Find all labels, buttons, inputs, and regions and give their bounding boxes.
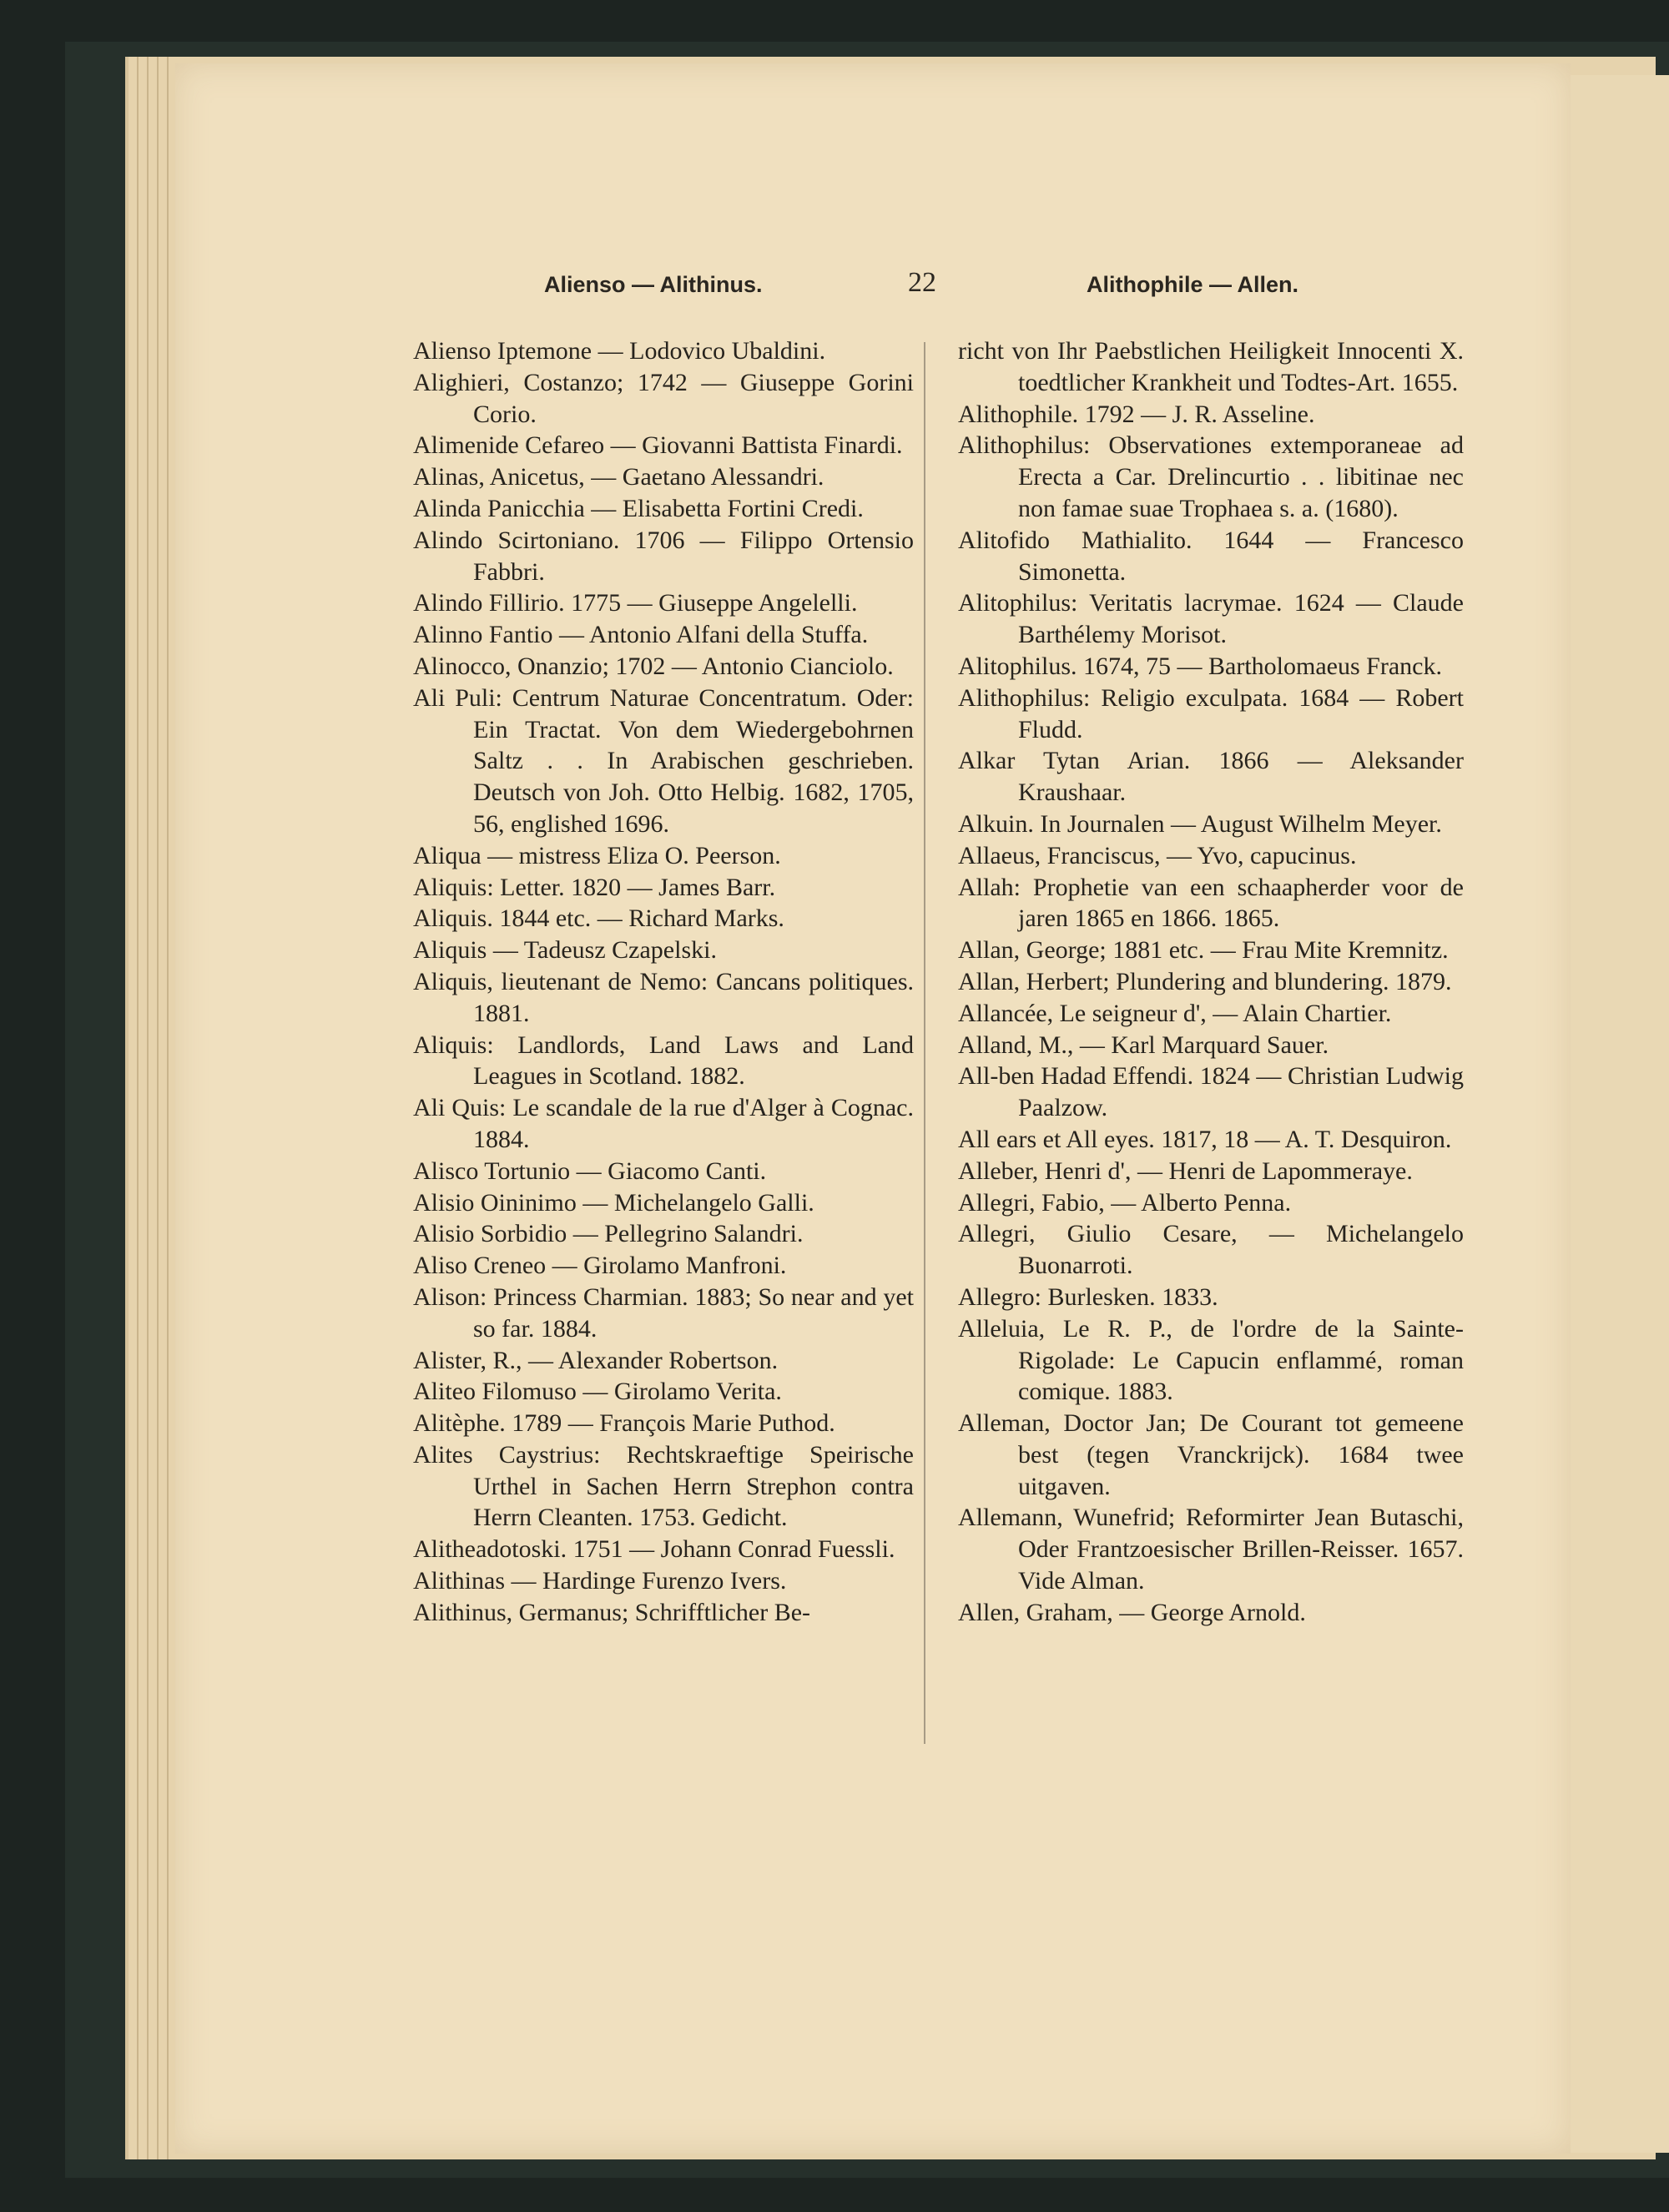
- index-entry: Aliquis — Tadeusz Czapelski.: [413, 936, 717, 965]
- index-entry: Alinda Panicchia — Elisabetta Fortini Credi.: [413, 494, 864, 522]
- index-entry: Allemann, Wunefrid; Reformirter Jean Butaschi, Oder Frantzoesischer Brillen-Reisser. 1657. Vide Alman.: [958, 1504, 1464, 1595]
- index-entry: richt von Ihr Paebstlichen Heiligkeit Innocenti X. toedtlicher Krankheit und Todtes-Art. 1655.: [958, 337, 1464, 396]
- index-entry: Allancée, Le seigneur d', — Alain Chartier.: [958, 999, 1392, 1027]
- index-entry: Ali Puli: Centrum Naturae Concentratum. Oder: Ein Tractat. Von dem Wiedergebohrnen Saltz . . In Arabischen geschrieben. Deutsch von Joh. Otto Helbig. 1682, 1705, 56, englished 1696.: [413, 683, 914, 838]
- index-entry: Alitheadotoski. 1751 — Johann Conrad Fuessli.: [413, 1535, 895, 1564]
- page-edge-line: [147, 57, 149, 2159]
- index-entry: Alithophile. 1792 — J. R. Asseline.: [958, 400, 1315, 428]
- index-entry: Alinocco, Onanzio; 1702 — Antonio Cianciolo.: [413, 652, 894, 680]
- index-entry: Aliteo Filomuso — Girolamo Verita.: [413, 1378, 782, 1406]
- index-entry: Allegri, Giulio Cesare, — Michelangelo Buonarroti.: [958, 1220, 1464, 1280]
- index-entry: Alitofido Mathialito. 1644 — Francesco Simonetta.: [958, 526, 1464, 586]
- index-entry: Alisco Tortunio — Giacomo Canti.: [413, 1156, 767, 1185]
- index-entry: Alites Caystrius: Rechtskraeftige Speirische Urthel in Sachen Herrn Strephon contra Herrn Cleanten. 1753. Gedicht.: [413, 1440, 914, 1532]
- index-entry: Alisio Sorbidio — Pellegrino Salandri.: [413, 1220, 804, 1248]
- index-entry: Alland, M., — Karl Marquard Sauer.: [958, 1030, 1329, 1059]
- index-entry: Alithinus, Germanus; Schrifftlicher Be-: [413, 1598, 811, 1626]
- index-entry: All-ben Hadad Effendi. 1824 — Christian Ludwig Paalzow.: [958, 1062, 1464, 1122]
- index-entry: Allegro: Burlesken. 1833.: [958, 1282, 1218, 1311]
- index-entry: Alkar Tytan Arian. 1866 — Aleksander Kraushaar.: [958, 747, 1464, 807]
- index-entry: Alitèphe. 1789 — François Marie Puthod.: [413, 1409, 835, 1438]
- index-entry: Alithinas — Hardinge Furenzo Ivers.: [413, 1567, 787, 1595]
- page-edge-line: [137, 57, 139, 2159]
- index-entry: Alitophilus: Veritatis lacrymae. 1624 — Claude Barthélemy Morisot.: [958, 589, 1464, 649]
- index-entry: Aliquis. 1844 etc. — Richard Marks.: [413, 904, 784, 933]
- index-entry: Alitophilus. 1674, 75 — Bartholomaeus Franck.: [958, 652, 1442, 680]
- index-entry: Alisio Oininimo — Michelangelo Galli.: [413, 1188, 814, 1217]
- facing-page-edge: [1571, 75, 1669, 2153]
- running-head-left: Alienso — Alithinus.: [544, 272, 763, 297]
- index-entry: Allegri, Fabio, — Alberto Penna.: [958, 1188, 1292, 1217]
- index-entry: Alister, R., — Alexander Robertson.: [413, 1346, 779, 1374]
- index-entry: All ears et All eyes. 1817, 18 — A. T. Desquiron.: [958, 1125, 1452, 1153]
- left-column: [413, 335, 914, 1629]
- index-entry: Allen, Graham, — George Arnold.: [958, 1598, 1306, 1626]
- page-edge-line: [167, 57, 169, 2159]
- index-entry: Alinno Fantio — Antonio Alfani della Stuffa.: [413, 621, 869, 649]
- index-entry: Ali Quis: Le scandale de la rue d'Alger à Cognac. 1884.: [413, 1094, 914, 1153]
- index-entry: Alkuin. In Journalen — August Wilhelm Meyer.: [958, 809, 1442, 838]
- index-entry: Aliso Creneo — Girolamo Manfroni.: [413, 1252, 787, 1280]
- index-entry: Alindo Scirtoniano. 1706 — Filippo Ortensio Fabbri.: [413, 526, 914, 586]
- index-entry: Alinas, Anicetus, — Gaetano Alessandri.: [413, 463, 824, 491]
- index-entry: Aliquis: Landlords, Land Laws and Land Leagues in Scotland. 1882.: [413, 1030, 914, 1091]
- index-entry: Alison: Princess Charmian. 1883; So near and yet so far. 1884.: [413, 1282, 914, 1343]
- index-entry: Allaeus, Franciscus, — Yvo, capucinus.: [958, 841, 1357, 869]
- index-entry: Allah: Prophetie van een schaapherder voor de jaren 1865 en 1866. 1865.: [958, 873, 1464, 933]
- running-head-right: Alithophile — Allen.: [1087, 272, 1298, 297]
- index-entry: Aliquis: Letter. 1820 — James Barr.: [413, 873, 776, 901]
- index-entry: Allan, George; 1881 etc. — Frau Mite Kremnitz.: [958, 936, 1449, 965]
- column-divider: [924, 342, 925, 1744]
- index-entry: Alleber, Henri d', — Henri de Lapommeraye.: [958, 1156, 1413, 1185]
- right-column: [958, 335, 1464, 1629]
- index-entry: Alighieri, Costanzo; 1742 — Giuseppe Gorini Corio.: [413, 368, 914, 428]
- index-entry: Alithophilus: Observationes extemporaneae ad Erecta a Car. Drelincurtio . . libitinae nec non famae suae Trophaea s. a. (1680).: [958, 431, 1464, 522]
- index-entry: Aliquis, lieutenant de Nemo: Cancans politiques. 1881.: [413, 967, 914, 1027]
- page-edge-line: [157, 57, 159, 2159]
- index-entry: Aliqua — mistress Eliza O. Peerson.: [413, 841, 781, 869]
- index-entry: Alleluia, Le R. P., de l'ordre de la Sainte-Rigolade: Le Capucin enflammé, roman comique. 1883.: [958, 1314, 1464, 1406]
- index-entry: Alleman, Doctor Jan; De Courant tot gemeene best (tegen Vranckrijck). 1684 twee uitgaven.: [958, 1409, 1464, 1500]
- index-entry: Alienso Iptemone — Lodovico Ubaldini.: [413, 337, 826, 365]
- page-number: 22: [908, 267, 936, 298]
- index-entry: Alithophilus: Religio exculpata. 1684 — Robert Fludd.: [958, 683, 1464, 743]
- index-entry: Allan, Herbert; Plundering and blundering. 1879.: [958, 967, 1452, 995]
- index-entry: Alindo Fillirio. 1775 — Giuseppe Angelelli.: [413, 589, 858, 617]
- index-entry: Alimenide Cefareo — Giovanni Battista Finardi.: [413, 431, 903, 460]
